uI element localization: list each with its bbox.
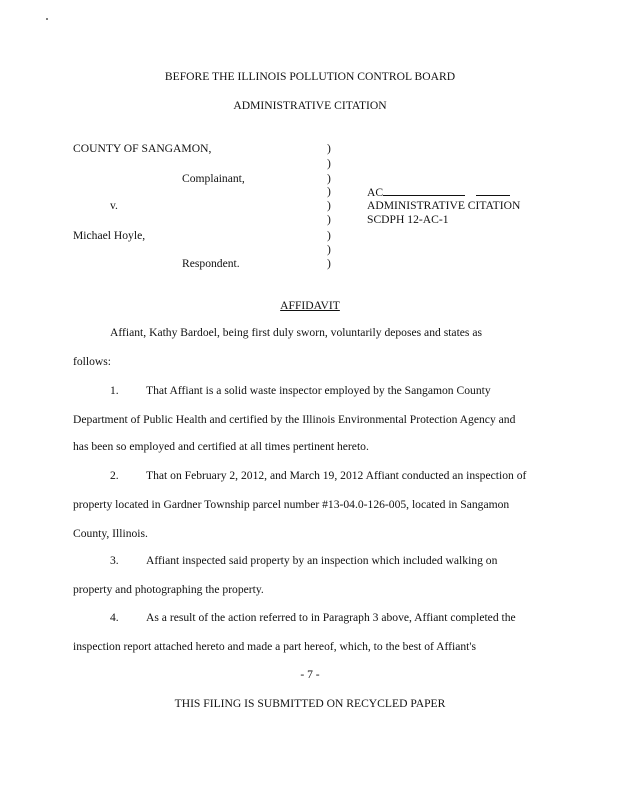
caption-paren: )	[327, 257, 331, 270]
paragraph-line: County, Illinois.	[73, 527, 148, 540]
recycled-paper-notice: THIS FILING IS SUBMITTED ON RECYCLED PAPER	[174, 697, 446, 710]
scan-speck	[46, 18, 48, 20]
respondent-role: Respondent.	[182, 257, 240, 270]
respondent-name: Michael Hoyle,	[73, 229, 146, 242]
caption-paren: )	[327, 199, 331, 212]
case-type: ADMINISTRATIVE CITATION	[367, 199, 521, 212]
caption-paren: )	[327, 185, 331, 198]
affidavit-heading: AFFIDAVIT	[280, 299, 340, 312]
case-number: SCDPH 12-AC-1	[367, 213, 449, 226]
caption-paren: )	[327, 157, 331, 170]
page-number: - 7 -	[300, 668, 320, 681]
paragraph-number: 4.	[110, 611, 119, 624]
paragraph-line: property located in Gardner Township parcel number #13-04.0-126-005, located in Sangamon	[73, 498, 510, 511]
case-number-line	[367, 185, 510, 200]
paragraph-line: That on February 2, 2012, and March 19, 2012 Affiant conducted an inspection of	[146, 469, 527, 482]
case-number-blank	[476, 185, 510, 196]
citation-subtitle: ADMINISTRATIVE CITATION	[233, 99, 387, 112]
paragraph-line: inspection report attached hereto and made a part hereof, which, to the best of Affiant's	[73, 640, 477, 653]
caption-paren: )	[327, 172, 331, 185]
case-number-blank	[383, 185, 465, 196]
paragraph-number: 2.	[110, 469, 119, 482]
paragraph-number: 1.	[110, 384, 119, 397]
intro-line: Affiant, Kathy Bardoel, being first duly sworn, voluntarily deposes and states as	[110, 326, 483, 339]
paragraph-line: has been so employed and certified at all times pertinent hereto.	[73, 440, 369, 453]
complainant-role: Complainant,	[182, 172, 245, 185]
versus-label: v.	[110, 199, 118, 212]
board-title: BEFORE THE ILLINOIS POLLUTION CONTROL BOARD	[164, 70, 456, 83]
caption-paren: )	[327, 243, 331, 256]
paragraph-line: Department of Public Health and certified by the Illinois Environmental Protection Agency and	[73, 413, 516, 426]
complainant-name: COUNTY OF SANGAMON,	[73, 142, 212, 155]
caption-paren: )	[327, 213, 331, 226]
intro-line: follows:	[73, 355, 112, 368]
paragraph-line: property and photographing the property.	[73, 583, 264, 596]
paragraph-line: Affiant inspected said property by an inspection which included walking on	[146, 554, 498, 567]
caption-paren: )	[327, 142, 331, 155]
paragraph-line: As a result of the action referred to in Paragraph 3 above, Affiant completed the	[146, 611, 516, 624]
case-prefix: AC	[367, 186, 384, 199]
paragraph-number: 3.	[110, 554, 119, 567]
paragraph-line: That Affiant is a solid waste inspector employed by the Sangamon County	[146, 384, 491, 397]
caption-paren: )	[327, 229, 331, 242]
